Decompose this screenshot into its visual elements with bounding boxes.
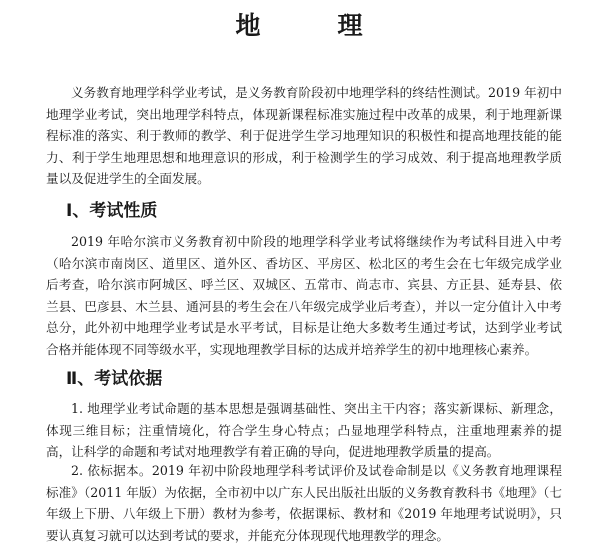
section-heading-exam-nature: Ⅰ、考试性质 <box>66 201 158 221</box>
exam-nature-paragraph: 2019 年哈尔滨市义务教育初中阶段的地理学科学业考试将继续作为考试科目进入中考（哈尔滨市南岗区、道里区、道外区、香坊区、平房区、松北区的考生会在七年级完成学业后考查，哈尔滨市阿城区、呼兰区、双城区、五常市、尚志市、宾县、方正县、延寿县、依兰县、巴彦县、木兰县、通河县的考生会在八年级完成学业后考查），并以一定分值计入中考总分，此外初中地理学业考试是水平考试，目标是让绝大多数考生通过考试，达到学业考试合格并能体现不同等级水平，实现地理教学目标的达成并培养学生的初中地理核心素养。 <box>46 234 562 357</box>
exam-basis-paragraph-2: 2. 依标据本。2019 年初中阶段地理学科考试评价及试卷命制是以《义务教育地理课程标准》（2011 年版）为依据，全市初中以广东人民出版社出版的义务教育教科书《地理》（七年级上下册、八年级上下册）教材为参考，依据课标、教材和《2019 年地理考试说明》，只要认真复习就可以达到考试的要求，并能充分体现现代地理教学的理念。 <box>46 463 562 543</box>
intro-paragraph: 义务教育地理学科学业考试，是义务教育阶段初中地理学科的终结性测试。2019 年初中地理学业考试，突出地理学科特点，体现新课程标准实施过程中改革的成果，利于地理新课程标准的落实、利于教师的教学、利于促进学生学习地理知识的积极性和提高地理技能的能力、利于学生地理思想和地理意识的形成，利于检测学生的学习成效、利于提高地理教学质量以及促进学生的全面发展。 <box>46 85 562 187</box>
section-heading-exam-basis: Ⅱ、考试依据 <box>66 369 163 389</box>
exam-basis-paragraph-1: 1. 地理学业考试命题的基本思想是强调基础性、突出主干内容；落实新课标、新理念，体现三维目标；注重情境化，符合学生身心特点；凸显地理学科特点，注重地理素养的提高，让科学的命题和考试对地理教学有着正确的导向，促进地理教学质量的提高。 <box>46 401 562 460</box>
page-title: 地 理 <box>235 11 389 40</box>
